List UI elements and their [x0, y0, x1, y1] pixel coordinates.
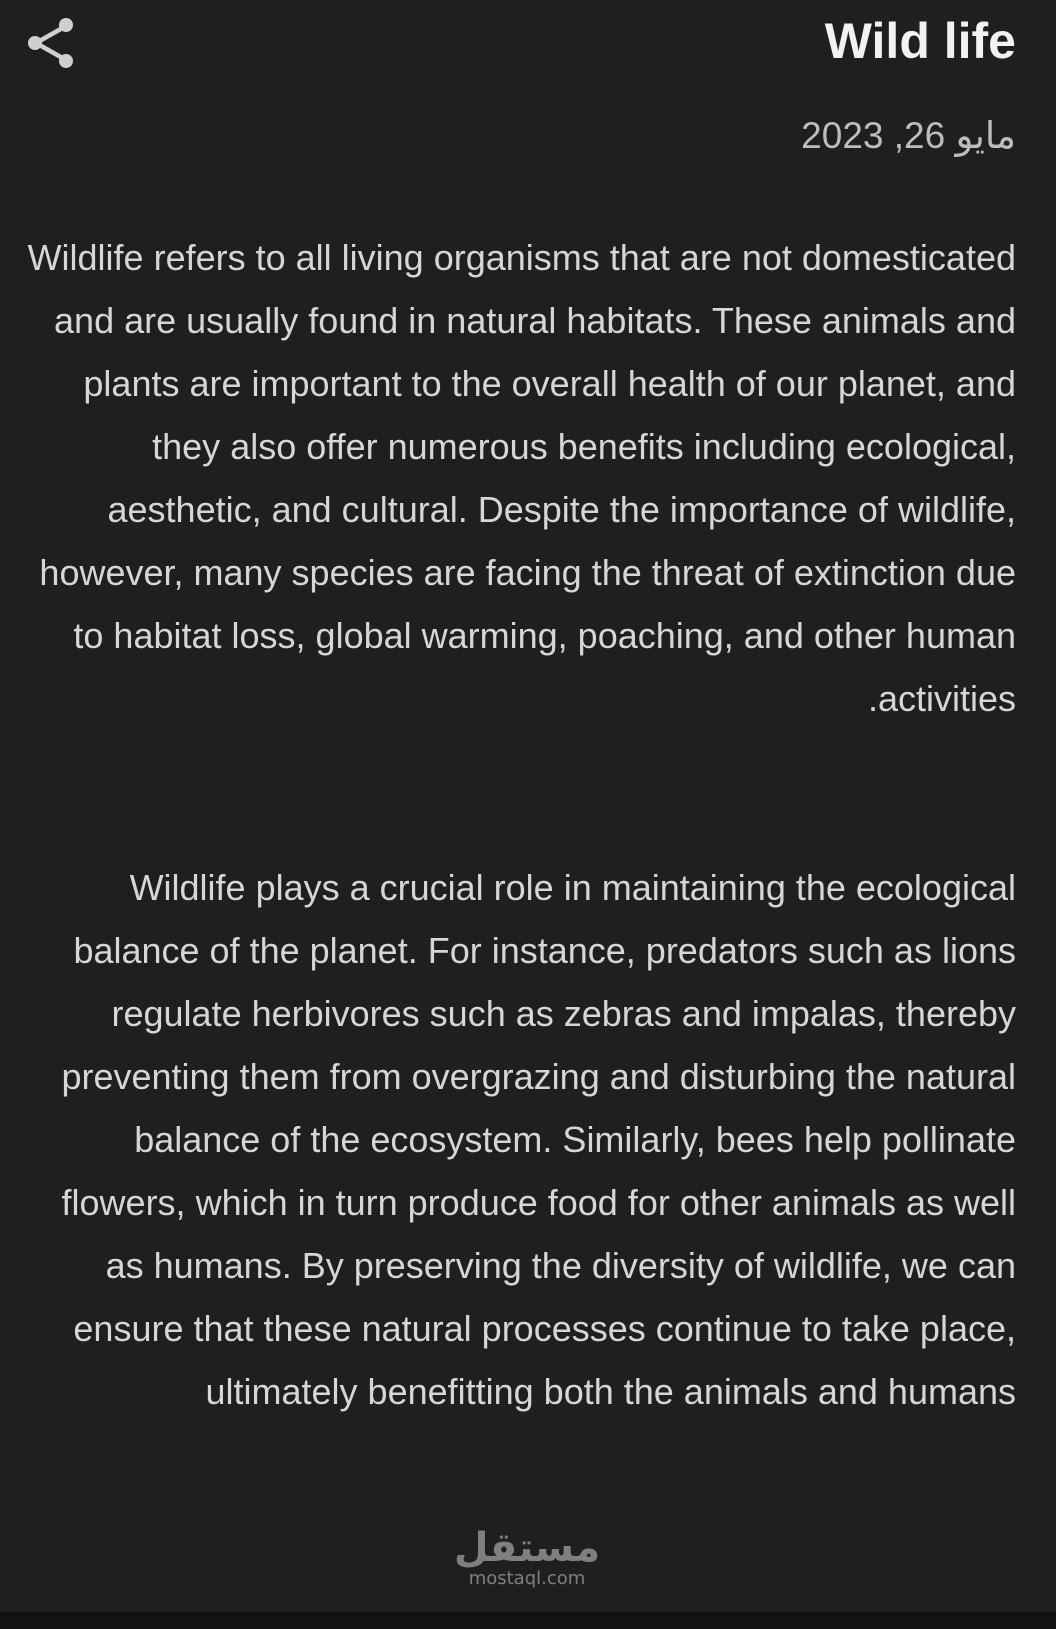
- watermark-url: mostaql.com: [468, 1568, 586, 1589]
- watermark-logo: مستقل: [453, 1525, 601, 1571]
- article-body: [24, 226, 1016, 1423]
- share-icon: [22, 14, 80, 72]
- publish-date: مايو 26, 2023: [801, 115, 1016, 156]
- page-title: Wild life: [824, 13, 1016, 69]
- watermark: [452, 1525, 602, 1590]
- bottom-bar: [0, 1612, 1056, 1629]
- share-button[interactable]: [22, 14, 80, 72]
- article-paragraph: Wildlife refers to all living organisms that are not domesticated and are usually found in natural habitats. These animals and plants are important to the overall health of our planet, and they also offer numerous benefits including ecological, aesthetic, and cultural. Despite the importance of wildlife, however, many species are facing the threat of extinction due to habitat loss, global warming, poaching, and other human activities.: [27, 237, 1016, 719]
- article-paragraph: Wildlife plays a crucial role in maintaining the ecological balance of the planet. For instance, predators such as lions regulate herbivores such as zebras and impalas, thereby preventing them from overgrazing and disturbing the natural balance of the ecosystem. Similarly, bees help pollinate flowers, which in turn produce food for other animals as well as humans. By preserving the diversity of wildlife, we can ensure that these natural processes continue to take place, ultimately benefitting both the animals and humans: [61, 867, 1016, 1412]
